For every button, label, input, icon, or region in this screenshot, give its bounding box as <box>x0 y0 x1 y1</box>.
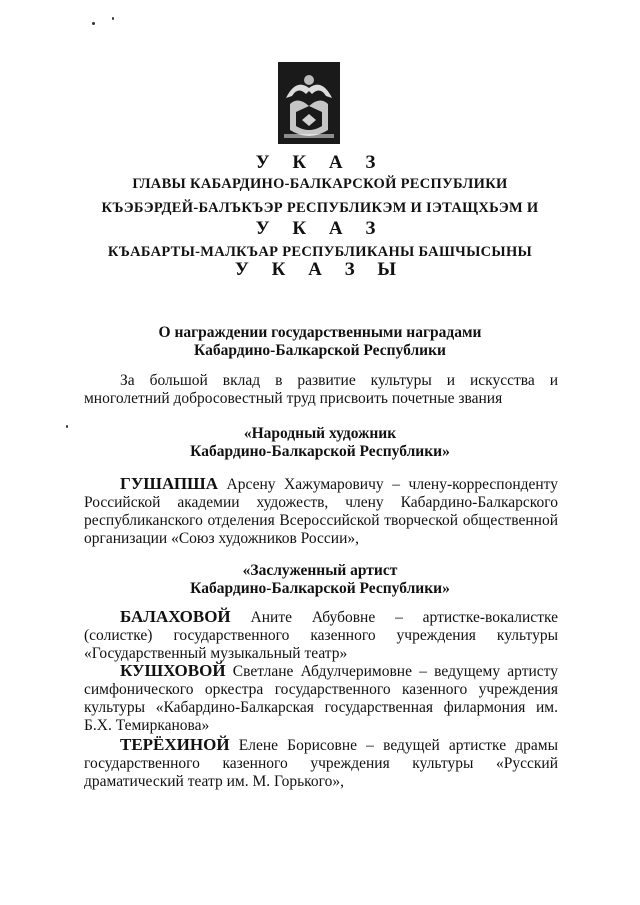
subject-line-1: О награждении государственными наградами <box>158 324 482 341</box>
awardee-details: Аните Абубовне – артистке-вокалистке (солистке) государственного казенного учреждения культуры «Государственный музыкальный театр» <box>84 609 558 662</box>
awardee-entry <box>84 662 558 735</box>
scan-speck <box>112 17 114 20</box>
decree-title-ru: У К А З <box>255 152 385 173</box>
intro-paragraph: За большой вклад в развитие культуры и искусства и многолетний добросовестный труд присвоить почетные звания <box>84 372 558 407</box>
decree-subject <box>100 324 540 360</box>
awardee-surname: КУШХОВОЙ <box>120 661 226 680</box>
subject-line-2: Кабардино-Балкарской Республики <box>194 342 446 359</box>
decree-title-krc: У К А З Ы <box>234 259 406 280</box>
scan-speck <box>92 22 95 25</box>
award-title-line-1: «Заслуженный артист <box>242 562 398 579</box>
awardee-entry <box>84 608 558 663</box>
award-title-line-1: «Народный художник <box>243 425 397 442</box>
award-title-line-2: Кабардино-Балкарской Республики» <box>190 443 450 460</box>
awardee-entry <box>84 475 558 548</box>
awardee-details: Светлане Абдулчеримовне – ведущему артисту симфонического оркестра государственного казенного учреждения культуры «Кабардино-Балкарская государственная филармония им. Б.Х. Темирканова» <box>84 663 558 734</box>
decree-title-kbd: У К А З <box>255 218 385 239</box>
decree-issuer-krc: КЪАБАРТЫ-МАЛКЪАР РЕСПУБЛИКАНЫ БАШЧЫСЫНЫ <box>107 244 533 260</box>
awardee-details: Арсену Хажумаровичу – члену-корреспонденту Российской академии художеств, члену Кабардино-Балкарского республиканского отделения Всероссийской творческой общественной организации «Союз художников России», <box>84 476 558 547</box>
decree-issuer-ru: ГЛАВЫ КАБАРДИНО-БАЛКАРСКОЙ РЕСПУБЛИКИ <box>132 176 508 192</box>
awardee-surname: БАЛАХОВОЙ <box>120 607 231 626</box>
award-title-honored-artist <box>120 562 520 598</box>
award-title-line-2: Кабардино-Балкарской Республики» <box>190 580 450 597</box>
awardee-details: Елене Борисовне – ведущей артистке драмы государственного казенного учреждения культуры «Русский драматический театр им. М. Горького», <box>84 737 558 790</box>
awardee-surname: ГУШАПША <box>120 474 218 493</box>
award-title-people-artist <box>120 425 520 461</box>
scan-speck <box>66 425 68 428</box>
awardee-surname: ТЕРЁХИНОЙ <box>120 735 230 754</box>
coat-of-arms-emblem <box>276 60 342 146</box>
awardee-entry <box>84 736 558 791</box>
decree-issuer-kbd: КЪЭБЭРДЕЙ-БАЛЪКЪЭР РЕСПУБЛИКЭМ И IЭТАЩХЬЭМ И <box>101 200 539 216</box>
